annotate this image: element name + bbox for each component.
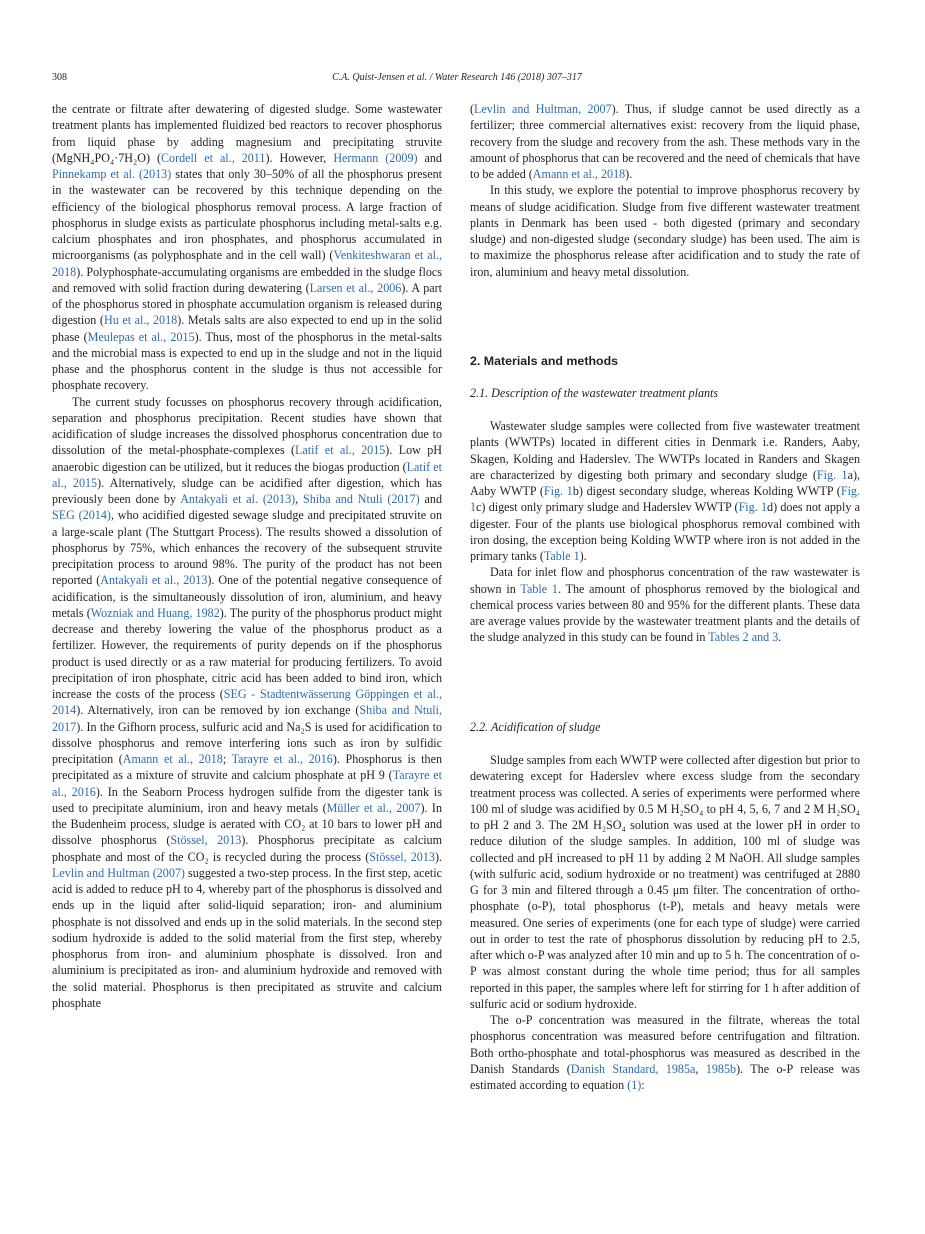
- subsection-2-1-body: [470, 418, 860, 646]
- text-run: . The amount of phosphorus removed by the biological and chemical process varies between 80 and 95% for the different plants. These data are average values provide by the wastewater treatment plants and the details of the sludge analyzed in this study can be found in: [470, 581, 860, 645]
- citation-link[interactable]: Meulepas et al., 2015: [87, 329, 195, 344]
- text-run: ). One of the potential negative consequence of acidification, is the simultaneously dissolution of iron, aluminium, and heavy metals (: [52, 573, 443, 620]
- text-run: b) digest secondary sludge, whereas Kolding WWTP (: [572, 484, 841, 498]
- text-run: ).: [434, 849, 443, 864]
- text-run: d) does not apply a digester. Four of the plants use biological phosphorus removal combined with iron dosing, the exception being Kolding WWTP where iron is not added in the primary tanks (: [470, 500, 860, 563]
- text-run: The current study focusses on phosphorus recovery through acidification, separation and phosphorus precipitation. Recent studies have shown that acidification of sludge increases the dissolved phosphorus concentration due to dissolution of the metal-phosphate-complexes (: [52, 394, 442, 458]
- citation-link[interactable]: Antakyali et al. (2013): [180, 492, 296, 506]
- citation-link[interactable]: Fig. 1: [816, 467, 848, 482]
- text-run: ;: [222, 752, 232, 766]
- text-run: The o-P concentration was measured in the filtrate, whereas the total phosphorus concentration was measured before centrifugation and filtration. Both ortho-phosphate and total-phosphorus was measured as described in the Danish Standards (: [470, 1013, 860, 1076]
- text-run: :: [641, 1078, 645, 1092]
- running-header: [52, 72, 862, 88]
- citation-link[interactable]: Amann et al., 2018: [122, 752, 223, 766]
- text-run: Sludge samples from each WWTP were collected after digestion but prior to dewatering except for Haderslev where excess sludge from the secondary treatment process was collected. A series of experiments were performed where 100 ml of sludge was acidified by 0.5 M H₂SO₄ to pH 4, 5, 6, 7 and 2 M H₂SO₄ to pH 2 and 3. The 2M H₂SO₄ solution was used at the lower pH in order to reduce dilution of the sludge samples. In addition, 100 ml of sludge was collected and pH increased to pH 11 by adding 2 M NaOH. All sludge samples (with sulfuric acid, sodium hydroxide or no treatment) was centrifuged at 2880 G for 3 min and filtered through a 0.45 μm filter. The concentration of ortho-phosphate (o-P), total phosphorus (t-P), metals and heavy metals were measured. One series of experiments (one for each type of sludge) were carried out in order to test the rate of phosphorus dissolution by reducing pH to 2.5, after which o-P was analyzed after 10 min and up to 5 h. The concentration of o-P was almost constant during the whole time period; thus for all samples reported in this paper, the samples where left for stirring for 1 h after addition of sulfuric acid or sodium hydroxide.: [470, 753, 860, 1011]
- text-run: a), Aaby WWTP (: [470, 467, 860, 498]
- text-run: ). In the Gifhorn process, sulfuric acid and Na₂S is used for acidification to dissolve phosphorus and remove interfering ions such as iron by sulfidic precipitation (: [52, 719, 442, 766]
- intro-continuation: [470, 101, 860, 280]
- page-number: 308: [52, 72, 67, 83]
- subsection-heading: 2.1. Description of the wastewater treatment plants: [470, 386, 719, 400]
- text-run: ,: [295, 492, 304, 506]
- text-run: Wastewater sludge samples were collected from five wastewater treatment plants (WWTPs) located in different cities in Denmark i.e. Randers, Aaby, Skagen, Kolding and Haderslev. The WWTPs located in Randers and Skagen are characterized by digesting both primary and secondary sludge (: [470, 419, 860, 482]
- text-run: ). Alternatively, iron can be removed by ion exchange (: [76, 703, 360, 718]
- running-head: C.A. Quist-Jensen et al. / Water Research 146 (2018) 307–317: [332, 72, 582, 83]
- citation-link[interactable]: Shiba and Ntuli, 2017: [52, 703, 442, 734]
- text-run: ). Phosphorus is then precipitated as a mixture of struvite and calcium phosphate at pH 9 (: [52, 752, 443, 783]
- text-run: and: [417, 150, 442, 165]
- citation-link[interactable]: Stössel, 2013: [170, 833, 242, 848]
- text-run: ). However,: [265, 150, 334, 165]
- citation-link[interactable]: 1985b: [705, 1061, 737, 1076]
- left-column: [52, 101, 442, 1011]
- citation-link[interactable]: Levlin and Hultman, 2007: [474, 102, 612, 116]
- citation-link[interactable]: Stössel, 2013: [369, 849, 435, 864]
- subsection-heading: 2.2. Acidification of sludge: [470, 720, 601, 734]
- citation-link[interactable]: Pinnekamp et al. (2013): [52, 167, 172, 181]
- text-run: ).: [625, 167, 633, 181]
- citation-link[interactable]: Müller et al., 2007: [326, 800, 421, 815]
- text-run: .: [778, 630, 782, 645]
- paragraph: [52, 101, 442, 394]
- text-run: , who acidified digested sewage sludge and precipitated struvite on a large-scale plant (The Stuttgart Process). The results showed a dissolution of phosphorus by 75%, which enhances the recovery of the subsequent struvite precipitation process to around 98%. The purity of the product has not been reported (: [52, 508, 442, 588]
- citation-link[interactable]: SEG - Stadtentwässerung Göppingen et al., 2014: [52, 687, 442, 718]
- citation-link[interactable]: Hu et al., 2018: [103, 313, 178, 328]
- text-run: ). In the Budenheim process, sludge is aerated with CO₂ at 10 bars to lower pH and dissolve phosphorus (: [52, 800, 442, 848]
- citation-link[interactable]: Tarayre et al., 2016: [231, 752, 333, 766]
- text-run: ). A part of the phosphorus stored in phosphate accumulation organism is released during digestion (: [52, 280, 442, 328]
- text-run: and: [419, 492, 442, 506]
- text-run: ). Thus, if sludge cannot be used directly as a fertilizer; three commercial alternatives exist: recovery from the liquid phase, recovery from the sludge and recovery from the ash. These methods vary in the amount of phosphorus that can be recovered and the need of chemicals that have to be added (: [470, 102, 860, 181]
- text-run: ). Low pH anaerobic digestion can be utilized, but it reduces the biogas production (: [52, 443, 442, 474]
- text-run: suggested a two-step process. In the first step, acetic acid is added to reduce pH to 4, whereby part of the phosphorus is dissolved and ends up in the liquid after solid-liquid separation; iron- and aluminium phosphate is not dissolved and ends up in the solid materials. In the second step sodium hydroxide is added to the solid material from the first step, whereby phosphorus from iron- and aluminium phosphate is dissolved. Iron and aluminium is precipitated as iron- and aluminium hydroxide and removed with the solid material. Phosphorus is then precipitated as struvite and calcium phosphate: [52, 865, 442, 1010]
- citation-link[interactable]: Tarayre et al., 2016: [52, 768, 442, 799]
- paragraph: [470, 752, 860, 1012]
- text-run: ). In the Seaborn Process hydrogen sulfide from the digester tank is used to precipitate aluminium, iron and heavy metals (: [52, 784, 442, 815]
- text-run: c) digest only primary sludge and Haderslev WWTP (: [476, 500, 739, 515]
- citation-link[interactable]: Latif et al., 2015: [52, 459, 442, 490]
- text-run: In this study, we explore the potential to improve phosphorus recovery by means of sludge acidification. Sludge from five different wastewater treatment plants in Denmark has been used - both digested (primary and secondary sludge) and non-digested sludge (secondary sludge) has been used. The aim is to maximize the phosphorus release after acidification and to study the rate of iron, aluminium and heavy metal dissolution.: [470, 183, 860, 279]
- citation-link[interactable]: Fig. 1: [543, 484, 573, 498]
- paragraph: [470, 564, 860, 645]
- citation-link[interactable]: Antakyali et al., 2013: [100, 573, 208, 588]
- citation-link[interactable]: Table 1: [520, 581, 558, 596]
- text-run: ). The purity of the phosphorus product might decrease and thereby lowering the value of the phosphorus product as a fertilizer. However, the requirements of purity depends on if the phosphorus product is used directly or as a raw material for producing fertilizers. To avoid precipitation of iron phosphate, citric acid has been added to bind iron, which increase the costs of the process (: [52, 605, 443, 701]
- text-run: ). Thus, most of the phosphorus in the metal-salts and the microbial mass is expected to end up in the sludge and not in the liquid phase and the phosphorus content in the sludge is thus not accessible for phosphate recovery.: [52, 329, 442, 393]
- paragraph: [52, 394, 442, 1012]
- text-run: ). Polyphosphate-accumulating organisms are embedded in the sludge flocs and removed with solid fraction during dewatering (: [52, 264, 442, 295]
- text-run: ). Alternatively, sludge can be acidified after digestion, which has previously been done by: [52, 475, 442, 506]
- citation-link[interactable]: Amann et al., 2018: [532, 167, 626, 181]
- section-heading: 2. Materials and methods: [470, 354, 619, 368]
- paragraph: [470, 418, 860, 564]
- text-run: the centrate or filtrate after dewatering of digested sludge. Some wastewater treatment plants has implemented fluidized bed reactors to recover phosphorus from liquid phase by adding magnesium and precipitating struvite (MgNH₄PO₄·7H₂O) (: [52, 102, 442, 165]
- citation-link[interactable]: Latif et al., 2015: [295, 443, 386, 458]
- citation-link[interactable]: Fig. 1: [470, 484, 861, 515]
- citation-link[interactable]: Larsen et al., 2006: [309, 280, 402, 295]
- right-column: [470, 101, 860, 1161]
- text-run: ).: [579, 549, 587, 563]
- citation-link[interactable]: Fig. 1: [738, 500, 768, 515]
- text-run: (: [470, 102, 475, 116]
- citation-link[interactable]: SEG (2014): [52, 508, 111, 523]
- text-run: Data for inlet flow and phosphorus concentration of the raw wastewater is shown in: [470, 565, 860, 596]
- text-run: states that only 30–50% of all the phosphorus present in the wastewater can be recovered by this technique depending on the efficiency of the biological phosphorus removal process. A large fraction of phosphorus in sludge exists as particulate phosphorus including metal-salts e.g. calcium phosphates and iron phosphates, and phosphorus accumulated in microorganisms (as polyphosphate and in the cell wall) (: [52, 167, 442, 263]
- citation-link[interactable]: Hermann (2009): [333, 150, 418, 165]
- citation-link[interactable]: Cordell et al., 2011: [160, 150, 266, 165]
- citation-link[interactable]: Venkiteshwaran et al., 2018: [52, 248, 442, 279]
- paragraph: [470, 101, 860, 182]
- paragraph: [470, 1012, 860, 1093]
- citation-link[interactable]: Wozniak and Huang, 1982: [90, 605, 220, 620]
- text-run: ,: [695, 1061, 706, 1076]
- citation-link[interactable]: Danish Standard, 1985a: [570, 1061, 696, 1076]
- citation-link[interactable]: Shiba and Ntuli (2017): [303, 492, 420, 506]
- citation-link[interactable]: Table 1: [543, 549, 580, 563]
- text-run: ). The o-P release was estimated according to equation: [470, 1061, 860, 1092]
- subsection-2-2-body: [470, 752, 860, 1093]
- text-run: ). Phosphorus precipitate as calcium phosphate and most of the CO₂ is recycled during the process (: [52, 833, 443, 864]
- text-run: ). Metals salts are also expected to end up in the solid phase (: [52, 313, 442, 344]
- citation-link[interactable]: Tables 2 and 3: [708, 630, 779, 645]
- citation-link[interactable]: Levlin and Hultman (2007): [52, 865, 185, 880]
- paragraph: [470, 182, 860, 280]
- citation-link[interactable]: (1): [627, 1078, 642, 1092]
